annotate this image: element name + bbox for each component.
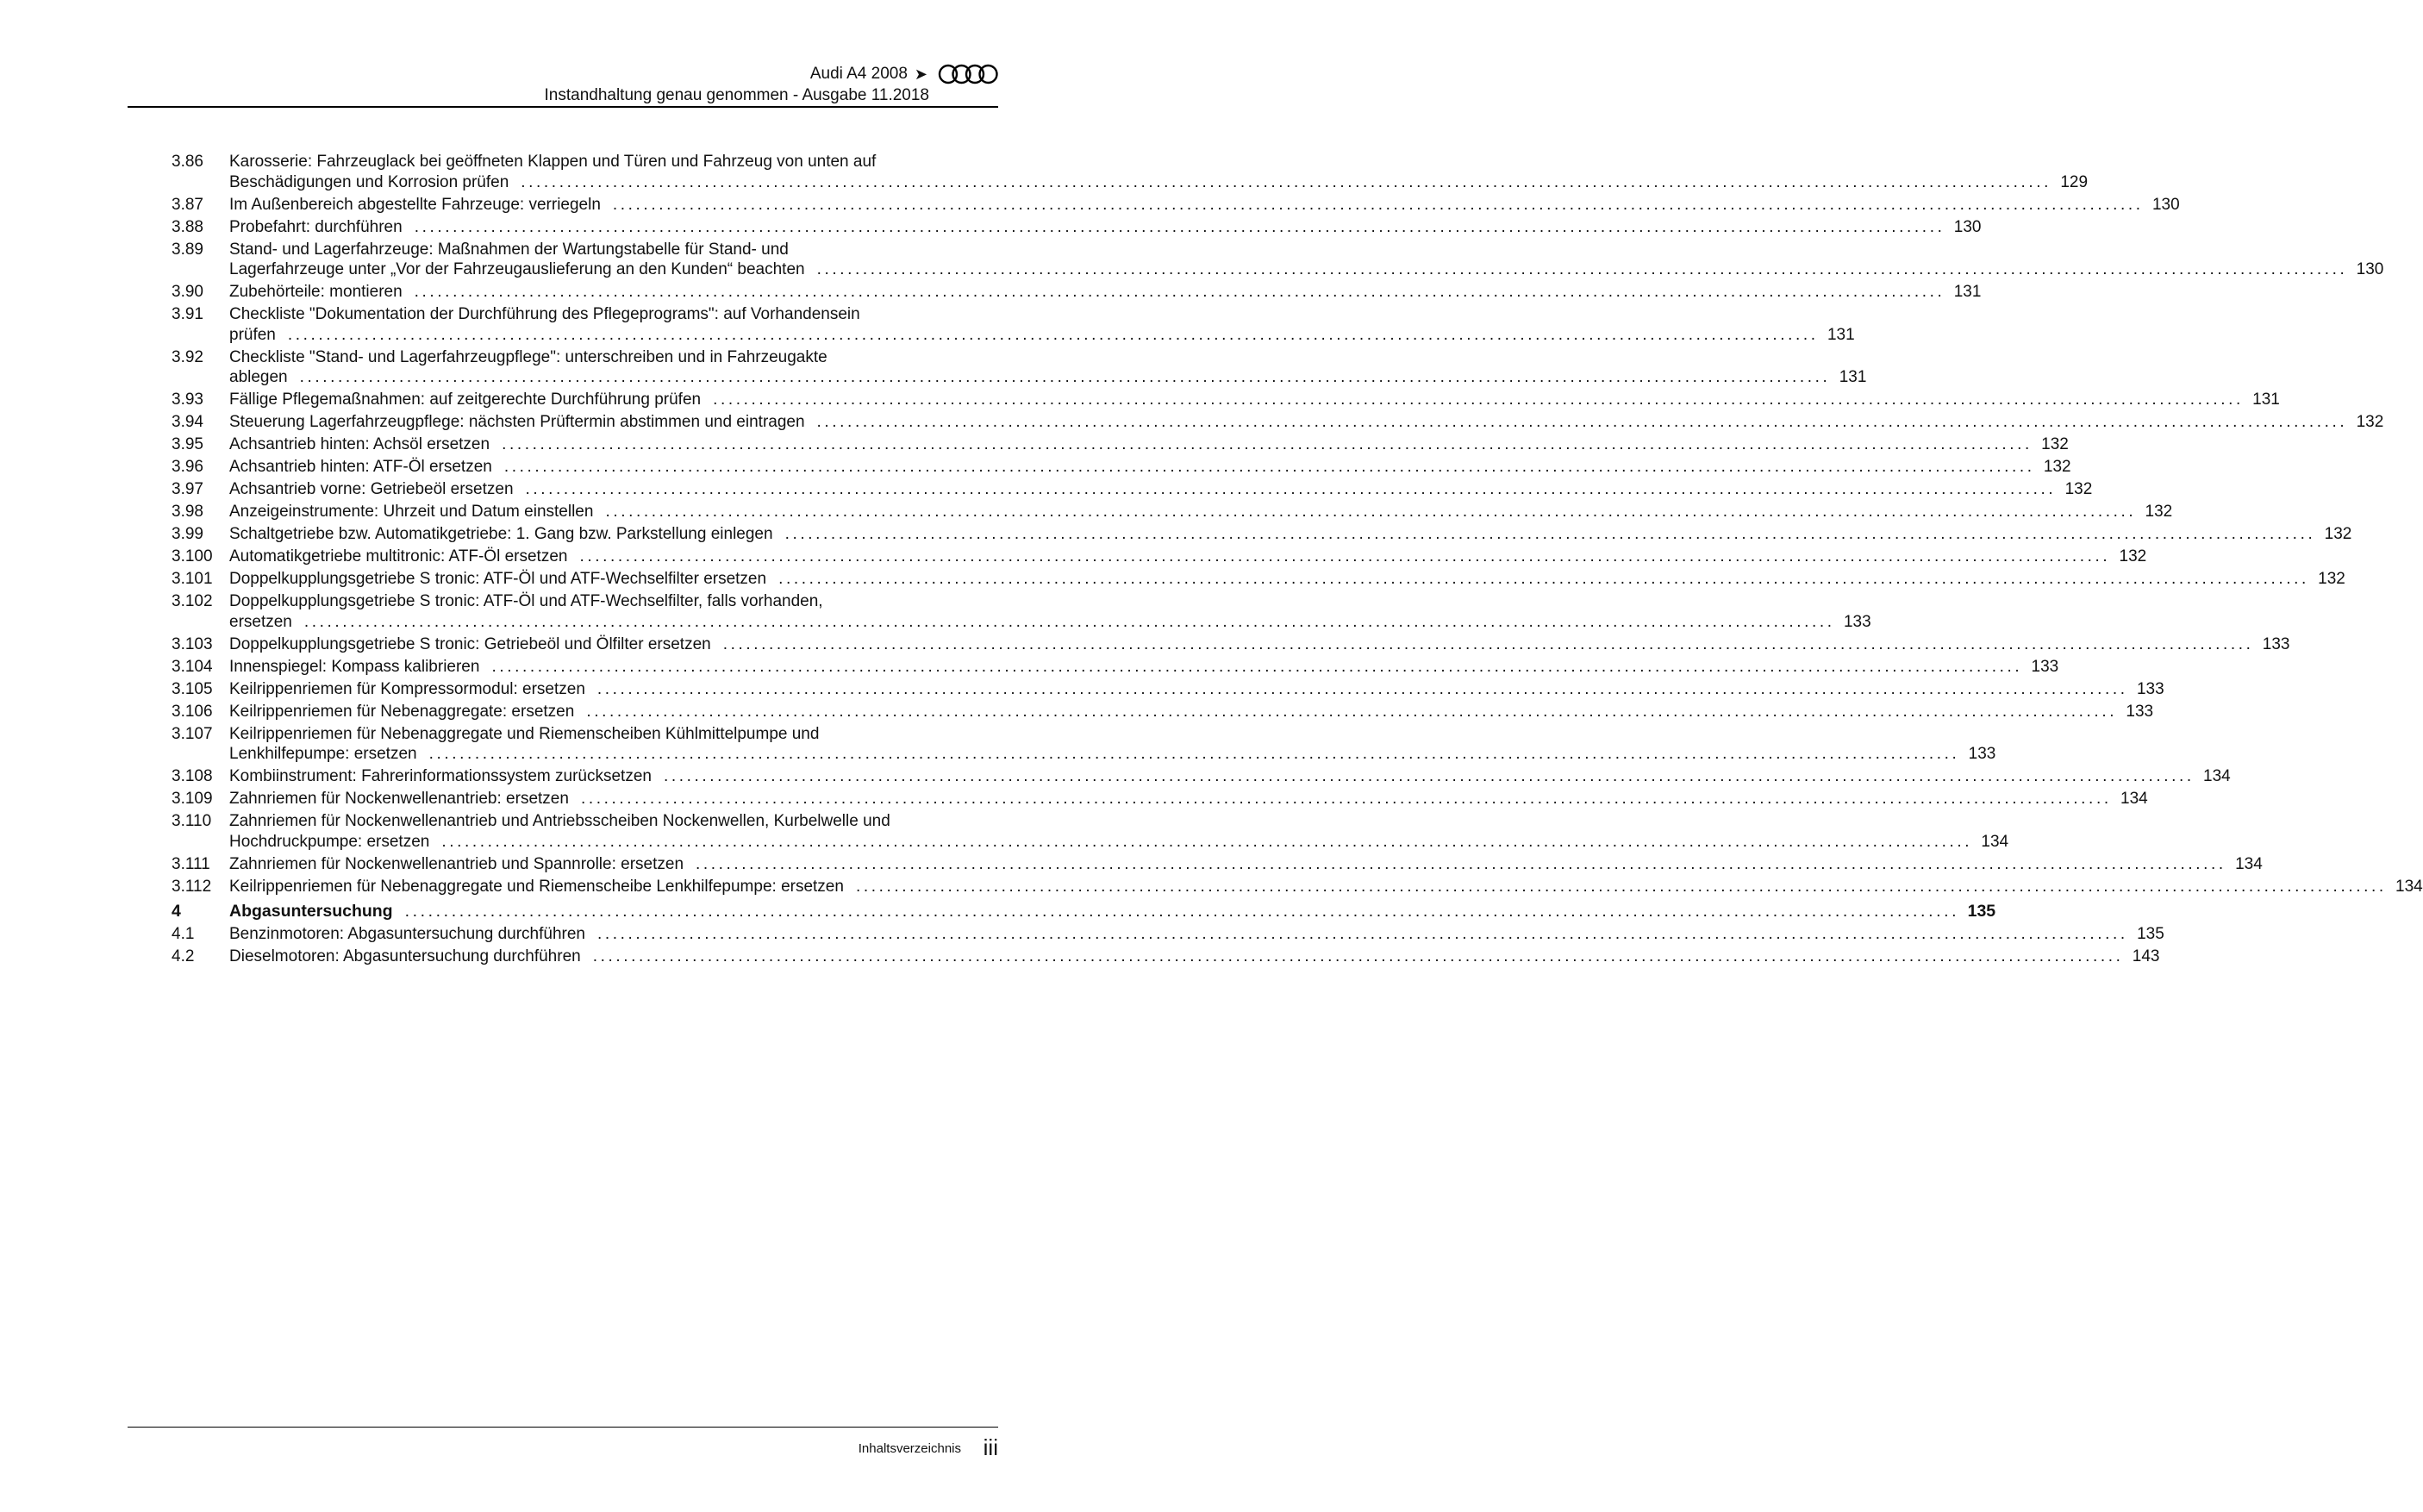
toc-entry-line (229, 766, 2231, 787)
toc-entry-page: 132 (2318, 570, 2345, 588)
toc-entry-line (229, 217, 1981, 238)
toc-entry[interactable] (172, 434, 2069, 455)
toc-dot-leader: ........................................................................................................................................................................................................ (612, 195, 2144, 214)
toc-entry[interactable] (172, 457, 2071, 478)
toc-dot-leader: ........................................................................................................................................................................................................ (778, 570, 2309, 588)
toc-dot-leader: ........................................................................................................................................................................................................ (816, 413, 2348, 431)
toc-dot-leader: ........................................................................................................................................................................................................ (713, 390, 2244, 409)
toc-entry-line (229, 591, 1871, 612)
toc-entry-page: 132 (2119, 547, 2147, 565)
toc-entry-page: 135 (2137, 925, 2164, 943)
toc-entry-title: Automatikgetriebe multitronic: ATF-Öl ersetzen (229, 547, 568, 565)
toc-entry[interactable] (172, 811, 2009, 852)
toc-entry[interactable] (172, 347, 1867, 388)
toc-entry-number: 3.93 (172, 390, 203, 409)
toc-entry-line (229, 724, 1995, 745)
toc-entry-title: Lagerfahrzeuge unter „Vor der Fahrzeugauslieferung an den Kunden“ beachten (229, 260, 805, 278)
toc-entry-number: 3.96 (172, 458, 203, 476)
toc-entry-body (229, 877, 2423, 897)
toc-entry-line (229, 282, 1981, 303)
toc-entry-body (229, 702, 2153, 722)
toc-entry-page: 132 (2041, 435, 2069, 453)
toc-entry-title: Schaltgetriebe bzw. Automatikgetriebe: 1. Gang bzw. Parkstellung einlegen (229, 525, 773, 543)
toc-entry-page: 134 (2120, 790, 2148, 808)
arrow-icon: ➤ (914, 65, 927, 83)
toc-dot-leader: ........................................................................................................................................................................................................ (414, 217, 1945, 236)
toc-entry-title: Zahnriemen für Nockenwellenantrieb und Spannrolle: ersetzen (229, 854, 684, 873)
toc-entry-line (229, 367, 1866, 388)
header-subtitle: Instandhaltung genau genommen - Ausgabe 11.2018 (544, 86, 929, 104)
toc-entry-line (229, 612, 1871, 633)
toc-entry-page: 132 (2043, 458, 2071, 476)
toc-entry-body (229, 789, 2148, 809)
toc-dot-leader: ........................................................................................................................................................................................................ (605, 503, 2137, 521)
toc-entry-line (229, 877, 2423, 897)
toc-entry-page: 132 (2145, 503, 2173, 521)
toc-entry-number: 3.91 (172, 305, 203, 323)
toc-entry-body (229, 195, 2180, 216)
toc-entry-page: 131 (1827, 325, 1855, 344)
toc-entry-number: 3.98 (172, 503, 203, 521)
toc-dot-leader: ........................................................................................................................................................................................................ (596, 679, 2128, 698)
toc-entry-body (229, 679, 2164, 700)
toc-entry-number: 3.92 (172, 347, 203, 366)
toc-entry[interactable] (172, 657, 2059, 678)
header-model: Audi A4 2008 (809, 65, 908, 83)
toc-entry-title: Keilrippenriemen für Kompressormodul: ersetzen (229, 679, 585, 698)
toc-entry-title: Keilrippenriemen für Nebenaggregate und Riemenscheiben Kühlmittelpumpe und (229, 724, 820, 743)
toc-entry-line (229, 547, 2146, 567)
toc-entry-page: 132 (2324, 525, 2352, 543)
toc-entry[interactable] (172, 924, 2164, 945)
toc-entry-line (229, 854, 2263, 875)
toc-entry-page: 131 (2252, 390, 2280, 409)
toc-entry-body (229, 390, 2280, 410)
toc-dot-leader: ........................................................................................................................................................................................................ (580, 790, 2112, 808)
toc-entry-title: Keilrippenriemen für Nebenaggregate: ersetzen (229, 702, 575, 721)
toc-entry-page: 133 (2262, 634, 2290, 653)
toc-entry[interactable] (172, 152, 2089, 192)
toc-entry-page: 133 (1843, 612, 1871, 631)
toc-entry[interactable] (172, 854, 2263, 875)
toc-entry-page: 134 (2203, 767, 2231, 785)
toc-entry-body (229, 569, 2345, 590)
table-of-contents (172, 152, 2423, 969)
toc-entry-page: 143 (2132, 947, 2160, 965)
toc-entry-number: 3.94 (172, 413, 203, 431)
toc-dot-leader: ........................................................................................................................................................................................................ (597, 925, 2128, 943)
toc-entry-title: Keilrippenriemen für Nebenaggregate und Riemenscheibe Lenkhilfepumpe: ersetzen (229, 877, 844, 896)
toc-entry-title: Checkliste "Dokumentation der Durchführung des Pflegeprograms": auf Vorhandensein (229, 305, 860, 323)
toc-entry-title: Doppelkupplungsgetriebe S tronic: ATF-Öl und ATF-Wechselfilter, falls vorhanden, (229, 592, 823, 610)
toc-dot-leader: ........................................................................................................................................................................................................ (592, 947, 2124, 965)
toc-entry[interactable] (172, 634, 2290, 655)
toc-entry-line (229, 569, 2345, 590)
toc-entry-body (229, 524, 2351, 545)
toc-entry-line (229, 434, 2069, 455)
toc-entry[interactable] (172, 502, 2173, 522)
toc-entry-body (229, 766, 2231, 787)
toc-entry[interactable] (172, 591, 1871, 632)
toc-entry-page: 132 (2356, 413, 2384, 431)
toc-dot-leader: ........................................................................................................................................................................................................ (784, 525, 2316, 543)
toc-entry-line (229, 924, 2164, 945)
toc-entry-number: 3.102 (172, 592, 213, 610)
toc-entry-title: ersetzen (229, 612, 292, 631)
toc-entry-page: 131 (1953, 283, 1982, 301)
toc-entry[interactable] (172, 547, 2147, 567)
toc-entry-line (229, 347, 1866, 368)
toc-entry-body (229, 240, 2383, 280)
toc-entry-body (229, 591, 1871, 632)
toc-entry-number: 4.2 (172, 947, 195, 965)
header-divider (128, 106, 998, 108)
toc-entry-page: 131 (1839, 368, 1867, 386)
toc-entry-title: Zahnriemen für Nockenwellenantrieb und Antriebsscheiben Nockenwellen, Kurbelwelle und (229, 812, 890, 830)
toc-entry-line (229, 811, 2008, 832)
toc-dot-leader: ........................................................................................................................................................................................................ (855, 877, 2387, 896)
toc-entry-body (229, 902, 1995, 922)
toc-entry[interactable] (172, 902, 1996, 922)
footer-page-number: iii (983, 1434, 998, 1460)
toc-entry-body (229, 724, 1995, 765)
toc-entry[interactable] (172, 766, 2231, 787)
toc-entry[interactable] (172, 282, 1982, 303)
toc-entry-line (229, 412, 2383, 433)
toc-entry-title: Karosserie: Fahrzeuglack bei geöffneten Klappen und Türen und Fahrzeug von unten auf (229, 153, 877, 171)
toc-entry-title: Achsantrieb hinten: Achsöl ersetzen (229, 435, 490, 453)
audi-rings-logo (938, 62, 998, 86)
toc-entry-title: Dieselmotoren: Abgasuntersuchung durchführen (229, 947, 581, 965)
toc-entry-title: Achsantrieb vorne: Getriebeöl ersetzen (229, 480, 514, 498)
toc-entry-body (229, 412, 2383, 433)
toc-entry[interactable] (172, 304, 1855, 345)
toc-dot-leader: ........................................................................................................................................................................................................ (404, 902, 1960, 921)
toc-entry-body (229, 502, 2172, 522)
toc-entry-title: Lenkhilfepumpe: ersetzen (229, 745, 417, 763)
toc-entry[interactable] (172, 390, 2280, 410)
toc-entry-number: 3.107 (172, 724, 213, 743)
toc-entry-number: 3.97 (172, 480, 203, 498)
toc-entry-page: 130 (1953, 217, 1982, 236)
toc-dot-leader: ........................................................................................................................................................................................................ (696, 854, 2226, 873)
toc-entry-title: Steuerung Lagerfahrzeugpflege: nächsten Prüftermin abstimmen und eintragen (229, 413, 805, 431)
footer-divider (128, 1427, 998, 1428)
toc-entry-title: Im Außenbereich abgestellte Fahrzeuge: verriegeln (229, 195, 601, 214)
toc-entry-body (229, 152, 2088, 192)
toc-dot-leader: ........................................................................................................................................................................................................ (287, 325, 1819, 344)
toc-entry-number: 3.112 (172, 877, 212, 896)
toc-dot-leader: ........................................................................................................................................................................................................ (525, 480, 2057, 498)
toc-entry-title: Kombiinstrument: Fahrerinformationssystem zurücksetzen (229, 767, 652, 785)
toc-entry-number: 3.99 (172, 525, 203, 543)
toc-entry-line (229, 390, 2280, 410)
toc-entry-line (229, 259, 2383, 280)
toc-entry[interactable] (172, 702, 2154, 722)
toc-dot-leader: ........................................................................................................................................................................................................ (428, 745, 1960, 763)
toc-entry-line (229, 152, 2088, 172)
toc-entry-number: 3.90 (172, 283, 203, 301)
toc-entry-line (229, 789, 2148, 809)
toc-entry-title: Checkliste "Stand- und Lagerfahrzeugpflege": unterschreiben und in Fahrzeugakte (229, 347, 827, 366)
toc-entry-title: ablegen (229, 368, 288, 386)
toc-entry-body (229, 547, 2146, 567)
toc-entry[interactable] (172, 724, 1996, 765)
toc-dot-leader: ........................................................................................................................................................................................................ (816, 260, 2348, 278)
toc-entry-body (229, 217, 1981, 238)
toc-entry-line (229, 240, 2383, 260)
toc-entry-body (229, 434, 2069, 455)
toc-entry-page: 134 (2395, 877, 2423, 896)
toc-entry-number: 3.111 (172, 854, 210, 873)
toc-entry-page: 133 (2136, 679, 2164, 698)
toc-dot-leader: ........................................................................................................................................................................................................ (503, 458, 2035, 476)
toc-dot-leader: ........................................................................................................................................................................................................ (586, 702, 2118, 721)
toc-entry-title: Innenspiegel: Kompass kalibrieren (229, 657, 480, 676)
toc-entry-number: 4 (172, 902, 181, 921)
toc-entry-title: Hochdruckpumpe: ersetzen (229, 832, 430, 851)
toc-entry-body (229, 924, 2164, 945)
toc-entry-page: 134 (1981, 832, 2009, 851)
toc-entry-page: 130 (2151, 195, 2180, 214)
toc-dot-leader: ........................................................................................................................................................................................................ (491, 657, 2023, 676)
toc-entry-number: 3.100 (172, 547, 213, 565)
toc-entry[interactable] (172, 679, 2164, 700)
toc-dot-leader: ........................................................................................................................................................................................................ (579, 547, 2111, 565)
toc-entry-number: 3.104 (172, 657, 213, 676)
toc-entry-title: Stand- und Lagerfahrzeuge: Maßnahmen der Wartungstabelle für Stand- und (229, 240, 789, 259)
toc-entry-line (229, 679, 2164, 700)
toc-entry-body (229, 304, 1855, 345)
toc-entry[interactable] (172, 569, 2345, 590)
toc-dot-leader: ........................................................................................................................................................................................................ (502, 435, 2033, 453)
toc-entry-line (229, 195, 2180, 216)
toc-entry-number: 3.106 (172, 702, 213, 721)
toc-entry-page: 134 (2235, 854, 2263, 873)
toc-entry-line (229, 457, 2071, 478)
toc-dot-leader: ........................................................................................................................................................................................................ (441, 832, 1973, 851)
toc-entry-line (229, 634, 2289, 655)
toc-dot-leader: ........................................................................................................................................................................................................ (299, 368, 1831, 386)
toc-entry-title: Abgasuntersuchung (229, 902, 393, 921)
toc-entry[interactable] (172, 947, 2160, 967)
footer-section-title: Inhaltsverzeichnis (858, 1441, 961, 1456)
toc-entry-body (229, 947, 2159, 967)
toc-entry-page: 130 (2356, 260, 2384, 278)
toc-entry-number: 3.108 (172, 767, 213, 785)
toc-entry-line (229, 902, 1995, 922)
toc-dot-leader: ........................................................................................................................................................................................................ (521, 172, 2052, 191)
toc-entry[interactable] (172, 240, 2384, 280)
toc-entry-number: 3.95 (172, 435, 203, 453)
toc-entry-page: 132 (2064, 480, 2093, 498)
toc-entry-title: Anzeigeinstrumente: Uhrzeit und Datum einstellen (229, 503, 594, 521)
toc-entry-page: 133 (2031, 657, 2059, 676)
toc-entry-number: 3.86 (172, 153, 203, 171)
toc-entry[interactable] (172, 195, 2180, 216)
toc-entry-body (229, 811, 2008, 852)
toc-entry-title: Doppelkupplungsgetriebe S tronic: ATF-Öl und ATF-Wechselfilter ersetzen (229, 570, 767, 588)
toc-entry-line (229, 325, 1855, 346)
toc-entry-page: 135 (1967, 902, 1996, 921)
toc-entry-line (229, 304, 1855, 325)
toc-entry-title: Zahnriemen für Nockenwellenantrieb: ersetzen (229, 790, 569, 808)
toc-entry[interactable] (172, 217, 1982, 238)
toc-entry-number: 3.109 (172, 790, 213, 808)
toc-dot-leader: ........................................................................................................................................................................................................ (722, 634, 2254, 653)
toc-entry[interactable] (172, 524, 2352, 545)
toc-entry[interactable] (172, 479, 2093, 500)
toc-entry-body (229, 282, 1981, 303)
toc-entry[interactable] (172, 412, 2384, 433)
toc-entry-number: 3.105 (172, 679, 213, 698)
toc-entry-title: Probefahrt: durchführen (229, 217, 403, 236)
toc-entry-line (229, 657, 2058, 678)
toc-entry-page: 133 (2126, 702, 2154, 721)
toc-entry-title: Achsantrieb hinten: ATF-Öl ersetzen (229, 458, 492, 476)
toc-entry-line (229, 479, 2092, 500)
toc-entry-title: Doppelkupplungsgetriebe S tronic: Getriebeöl und Ölfilter ersetzen (229, 634, 711, 653)
toc-entry-line (229, 502, 2172, 522)
toc-entry-line (229, 744, 1995, 765)
toc-entry-line (229, 947, 2159, 967)
toc-entry-page: 129 (2060, 172, 2089, 191)
toc-entry[interactable] (172, 789, 2148, 809)
toc-entry-number: 3.110 (172, 812, 212, 830)
toc-entry-number: 3.103 (172, 634, 213, 653)
toc-entry-line (229, 832, 2008, 853)
toc-entry-line (229, 702, 2153, 722)
toc-dot-leader: ........................................................................................................................................................................................................ (303, 612, 1835, 631)
toc-entry-title: Zubehörteile: montieren (229, 283, 403, 301)
toc-entry-line (229, 524, 2351, 545)
toc-entry-number: 3.87 (172, 195, 203, 214)
toc-entry-body (229, 347, 1866, 388)
toc-entry-page: 133 (1968, 745, 1996, 763)
toc-entry-title: prüfen (229, 325, 276, 344)
toc-entry-number: 3.89 (172, 240, 203, 259)
toc-entry-title: Beschädigungen und Korrosion prüfen (229, 172, 509, 191)
toc-entry-body (229, 479, 2092, 500)
toc-entry-number: 3.88 (172, 217, 203, 236)
toc-entry-title: Fällige Pflegemaßnahmen: auf zeitgerechte Durchführung prüfen (229, 390, 702, 409)
toc-entry[interactable] (172, 877, 2423, 897)
toc-entry-line (229, 172, 2088, 193)
toc-entry-number: 3.101 (172, 570, 213, 588)
toc-dot-leader: ........................................................................................................................................................................................................ (663, 767, 2195, 785)
toc-entry-body (229, 657, 2058, 678)
toc-entry-title: Benzinmotoren: Abgasuntersuchung durchführen (229, 925, 585, 943)
toc-entry-body (229, 634, 2289, 655)
toc-dot-leader: ........................................................................................................................................................................................................ (414, 283, 1945, 301)
toc-entry-body (229, 457, 2071, 478)
toc-entry-body (229, 854, 2263, 875)
toc-entry-number: 4.1 (172, 925, 195, 943)
